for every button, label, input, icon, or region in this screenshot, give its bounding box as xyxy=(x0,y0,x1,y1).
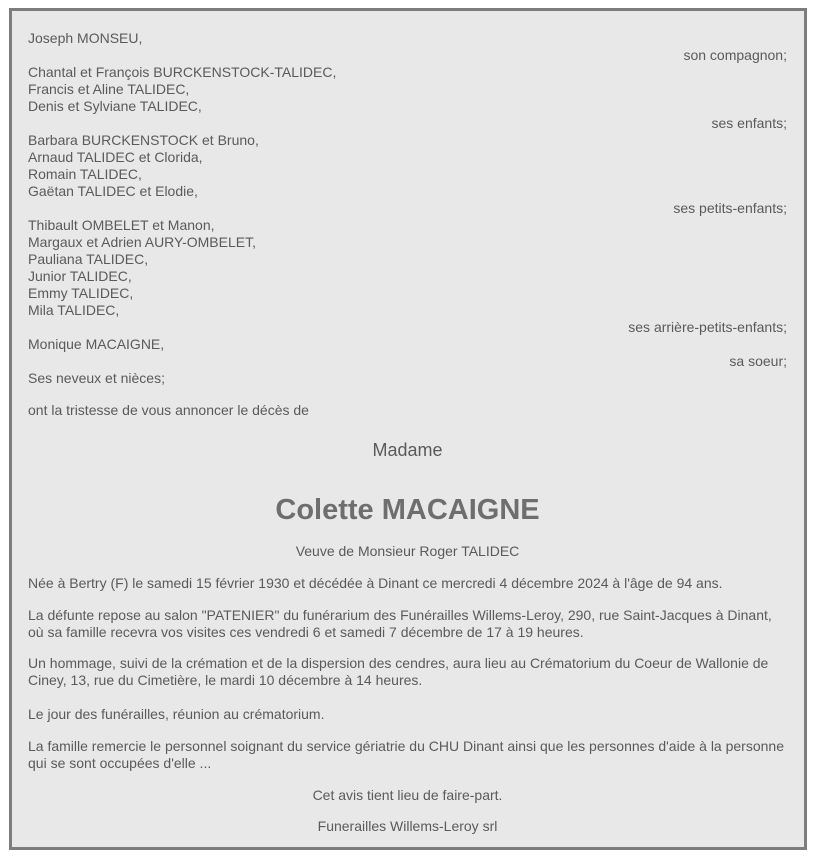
great-grandchild-name: Margaux et Adrien AURY-OMBELET, xyxy=(28,234,256,250)
great-grandchild-name: Emmy TALIDEC, xyxy=(28,285,134,301)
companion-role: son compagnon; xyxy=(683,47,787,63)
grandchild-name: Gaëtan TALIDEC et Elodie, xyxy=(28,183,198,199)
sister-role: sa soeur; xyxy=(729,353,787,369)
obituary-card xyxy=(9,8,807,850)
birth-death-paragraph: Née à Bertry (F) le samedi 15 février 1930 et décédée à Dinant ce mercredi 4 décembre 2024 à l'âge de 94 ans. xyxy=(28,575,723,591)
funeral-home-name: Funerailles Willems-Leroy srl xyxy=(317,818,498,834)
grandchild-name: Romain TALIDEC, xyxy=(28,166,142,182)
great-grandchildren-role: ses arrière-petits-enfants; xyxy=(628,319,787,335)
children-role: ses enfants; xyxy=(711,115,787,131)
grandchild-name: Arnaud TALIDEC et Clorida, xyxy=(28,149,203,165)
nephews-nieces: Ses neveux et nièces; xyxy=(28,370,165,386)
deceased-name: Colette MACAIGNE xyxy=(275,494,540,526)
great-grandchild-name: Junior TALIDEC, xyxy=(28,268,132,284)
tribute-paragraph: Un hommage, suivi de la crémation et de la dispersion des cendres, aura lieu au Crématorium du Coeur de Wallonie de Ciney, 13, rue du Cimetière, le mardi 10 décembre à 14 heures. xyxy=(28,655,769,688)
thanks-paragraph: La famille remercie le personnel soignant du service gériatrie du CHU Dinant ainsi que les personnes d'aide à la personne qui se sont occupées d'elle ... xyxy=(28,738,784,771)
child-name: Chantal et François BURCKENSTOCK-TALIDEC, xyxy=(28,64,337,80)
deceased-title: Madame xyxy=(372,440,443,460)
great-grandchild-name: Mila TALIDEC, xyxy=(28,302,120,318)
notice-text: Cet avis tient lieu de faire-part. xyxy=(312,787,503,803)
sister-name: Monique MACAIGNE, xyxy=(28,336,165,352)
widow-of: Veuve de Monsieur Roger TALIDEC xyxy=(295,543,520,559)
companion-name: Joseph MONSEU, xyxy=(28,30,143,46)
announcement-text: ont la tristesse de vous annoncer le décès de xyxy=(28,402,309,418)
child-name: Francis et Aline TALIDEC, xyxy=(28,81,190,97)
reunion-paragraph: Le jour des funérailles, réunion au crématorium. xyxy=(28,706,325,722)
repose-paragraph: La défunte repose au salon "PATENIER" du funérarium des Funérailles Willems-Leroy, 290, rue Saint-Jacques à Dinant, où sa famille recevra vos visites ces vendredi 6 et samedi 7 décembre de 17 à 19 heures. xyxy=(28,607,772,640)
great-grandchild-name: Thibault OMBELET et Manon, xyxy=(28,217,215,233)
child-name: Denis et Sylviane TALIDEC, xyxy=(28,98,202,114)
great-grandchild-name: Pauliana TALIDEC, xyxy=(28,251,149,267)
grandchild-name: Barbara BURCKENSTOCK et Bruno, xyxy=(28,132,259,148)
grandchildren-role: ses petits-enfants; xyxy=(673,200,787,216)
